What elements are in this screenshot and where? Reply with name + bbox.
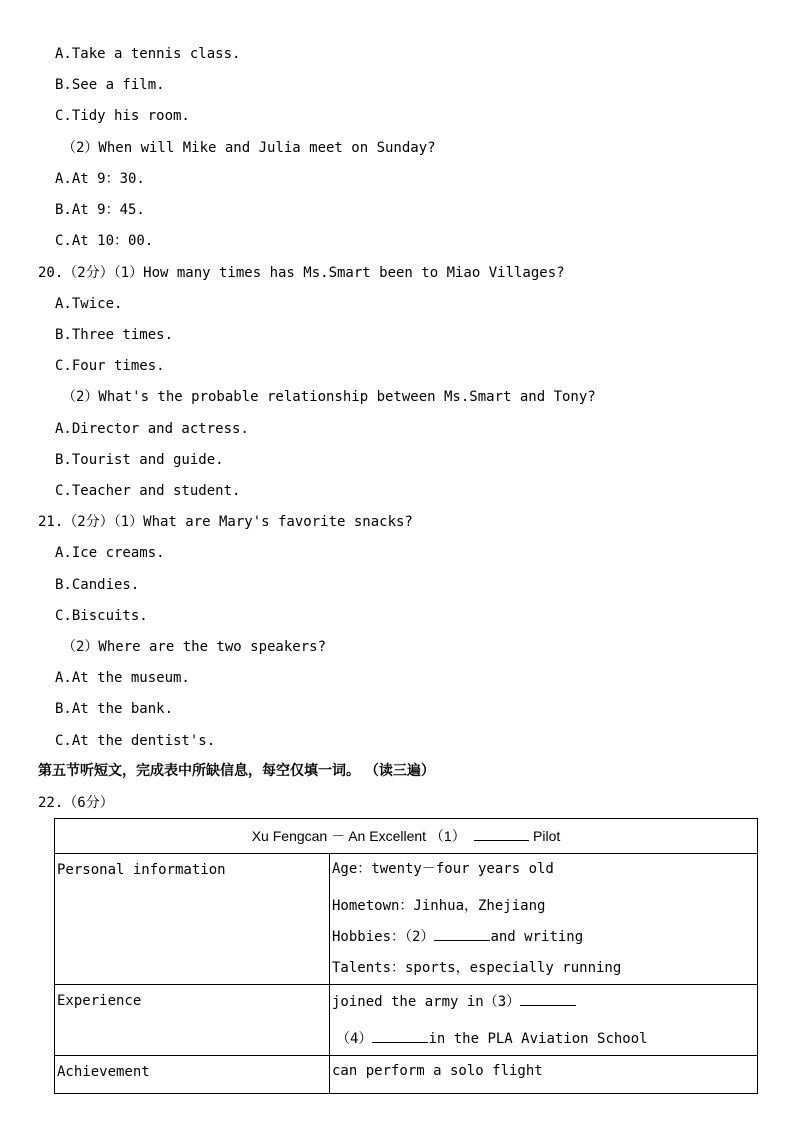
table-row xyxy=(55,985,758,1056)
table-row xyxy=(55,1056,758,1094)
q19-2-option-c: C.At 10：00. xyxy=(55,233,154,249)
q21-2-option-c: C.At the dentist's. xyxy=(55,733,216,749)
table-title-suffix: Pilot xyxy=(529,828,561,844)
q21-2-option-b: B.At the bank. xyxy=(55,701,174,717)
hobbies-line xyxy=(332,922,757,953)
q21-option-b: B.Candies. xyxy=(55,577,140,593)
table-title-row xyxy=(55,819,758,854)
q19-2-option-a: A.At 9：30. xyxy=(55,171,145,187)
q21-subquestion-2: （2）Where are the two speakers? xyxy=(62,639,327,655)
q19-option-b: B.See a film. xyxy=(55,77,165,93)
table-title xyxy=(55,819,758,854)
talents-line: Talents：sports，especially running xyxy=(332,960,622,976)
q21-2-option-a: A.At the museum. xyxy=(55,670,190,686)
q20-option-c: C.Four times. xyxy=(55,358,165,374)
army-line xyxy=(332,991,757,1011)
age-line: Age：twenty－four years old xyxy=(332,861,554,877)
q19-subquestion-2: （2）When will Mike and Julia meet on Sunday? xyxy=(62,140,436,156)
table-title-prefix: Xu Fengcan － An Excellent （1） xyxy=(251,828,466,844)
school-prefix: （4） xyxy=(336,1031,373,1047)
q20-option-a: A.Twice. xyxy=(55,296,123,312)
army-prefix: joined the army in（3） xyxy=(332,994,521,1010)
blank-4[interactable] xyxy=(372,1028,428,1043)
row-label-personal: Personal information xyxy=(55,854,330,985)
blank-2[interactable] xyxy=(434,926,490,941)
q22-heading: 22.（6分） xyxy=(38,795,114,811)
q19-option-c: C.Tidy his room. xyxy=(55,108,190,124)
hobbies-suffix: and writing xyxy=(490,929,584,945)
q19-2-option-b: B.At 9：45. xyxy=(55,202,145,218)
blank-1[interactable] xyxy=(474,826,529,841)
q20-2-option-a: A.Director and actress. xyxy=(55,421,249,437)
flight-line: can perform a solo flight xyxy=(332,1063,543,1079)
table-row xyxy=(55,854,758,985)
school-suffix: in the PLA Aviation School xyxy=(428,1031,648,1047)
q20-heading: 20.（2分）（1）How many times has Ms.Smart been to Miao Villages? xyxy=(38,265,565,281)
row-label-experience: Experience xyxy=(55,985,330,1056)
info-table xyxy=(54,818,758,1094)
q21-option-c: C.Biscuits. xyxy=(55,608,148,624)
school-line xyxy=(332,1024,757,1055)
q20-2-option-c: C.Teacher and student. xyxy=(55,483,241,499)
blank-3[interactable] xyxy=(520,991,576,1006)
q21-option-a: A.Ice creams. xyxy=(55,545,165,561)
row-content-achievement xyxy=(330,1056,758,1094)
hobbies-prefix: Hobbies：（2） xyxy=(332,929,435,945)
hometown-line: Hometown：Jinhua，Zhejiang xyxy=(332,898,546,914)
q20-2-option-b: B.Tourist and guide. xyxy=(55,452,224,468)
section-5-heading: 第五节听短文，完成表中所缺信息，每空仅填一词。 （读三遍） xyxy=(38,763,435,779)
row-label-achievement: Achievement xyxy=(55,1056,330,1094)
q20-subquestion-2: （2）What's the probable relationship between Ms.Smart and Tony? xyxy=(62,389,596,405)
q20-option-b: B.Three times. xyxy=(55,327,174,343)
q21-heading: 21.（2分）（1）What are Mary's favorite snacks? xyxy=(38,514,413,530)
row-content-experience xyxy=(330,985,758,1056)
row-content-personal xyxy=(330,854,758,985)
q19-option-a: A.Take a tennis class. xyxy=(55,46,241,62)
